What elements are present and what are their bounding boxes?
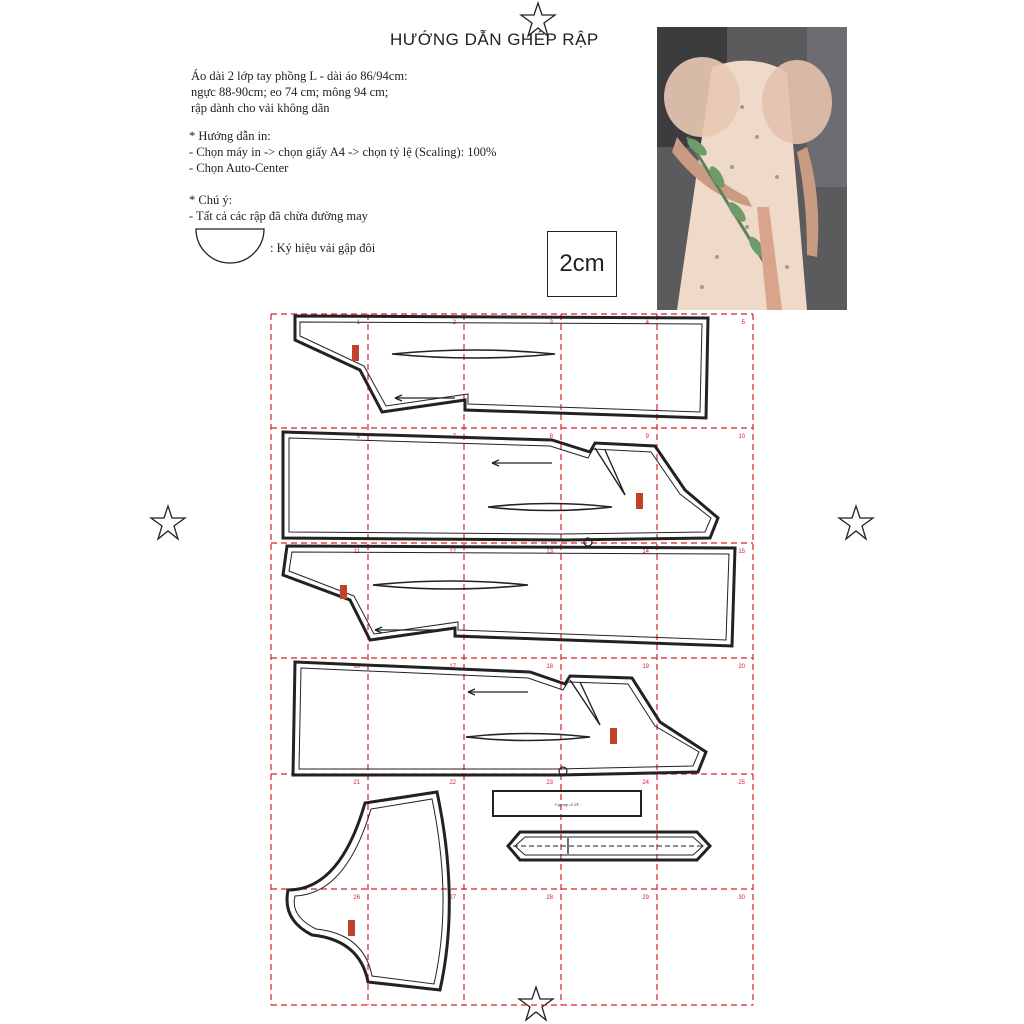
page-number: 21 (353, 780, 360, 786)
page-number: 19 (642, 664, 649, 670)
page-title: HƯỚNG DẪN GHÉP RẬP (390, 30, 599, 49)
info-line-1: Áo dài 2 lớp tay phồng L - dài áo 86/94cm: (191, 69, 408, 83)
page-number: 27 (449, 895, 456, 901)
page-number: 8 (549, 434, 553, 440)
page-number: 30 (738, 895, 745, 901)
print-guide-heading: * Hướng dẫn in: (189, 129, 271, 143)
page-number: 28 (546, 895, 553, 901)
page-number: 29 (642, 895, 649, 901)
scale-check-box: 2cm (547, 231, 617, 297)
notes-item-1: - Tất cả các rập đã chừa đường may (189, 209, 368, 223)
collar-strip-label: Cạp nẹp cổ 2X (555, 802, 579, 807)
print-guide-step-1: - Chọn máy in -> chọn giấy A4 -> chọn tỷ lệ (Scaling): 100% (189, 145, 497, 159)
page-number: 5 (741, 320, 745, 326)
page-number: 12 (449, 549, 456, 555)
page-number: 15 (738, 549, 745, 555)
page-number: 23 (546, 780, 553, 786)
info-line-2: ngực 88-90cm; eo 74 cm; mông 94 cm; (191, 85, 389, 99)
page-number: 1 (356, 320, 360, 326)
page-number: 18 (546, 664, 553, 670)
info-line-3: rập dành cho vải không dãn (191, 101, 330, 115)
page-number: 22 (449, 780, 456, 786)
page-number: 17 (449, 664, 456, 670)
pattern-pieces (283, 316, 735, 990)
page-number: 6 (356, 434, 360, 440)
print-guide-step-2: - Chọn Auto-Center (189, 161, 289, 175)
page-number: 24 (642, 780, 649, 786)
page-number: 20 (738, 664, 745, 670)
page-number: 25 (738, 780, 745, 786)
page-number: 2 (452, 320, 456, 326)
page-number: 16 (353, 664, 360, 670)
page-number: 11 (353, 549, 360, 555)
page-number: 4 (645, 320, 649, 326)
pattern-piece-front-1 (283, 432, 718, 546)
pattern-piece-back-2 (283, 546, 735, 646)
page-number: 14 (642, 549, 649, 555)
page-number: 26 (353, 895, 360, 901)
pattern-piece-facing (508, 832, 710, 860)
notes-heading: * Chú ý: (189, 193, 233, 207)
pattern-piece-front-2 (293, 662, 706, 775)
page-number: 7 (452, 434, 456, 440)
page-number: 10 (738, 434, 745, 440)
pattern-piece-sleeve (287, 792, 449, 990)
pattern-piece-back (295, 316, 708, 418)
fold-symbol-label: : Ký hiệu vải gập đôi (270, 241, 376, 255)
page-number: 9 (645, 434, 649, 440)
page-number: 3 (549, 320, 553, 326)
page-number: 13 (546, 549, 553, 555)
